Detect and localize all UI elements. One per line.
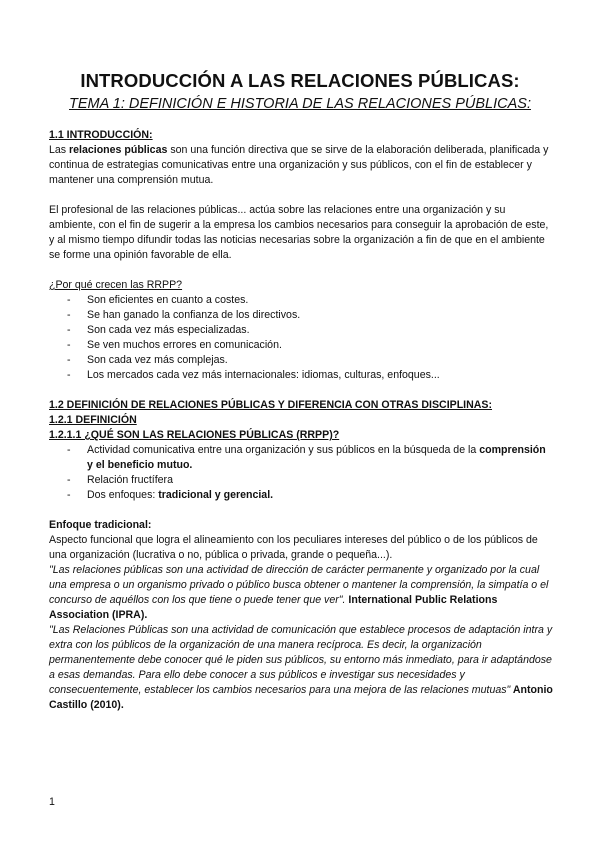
page-number: 1: [49, 796, 55, 808]
item1-text: Actividad comunicativa entre una organización y sus públicos en la búsqueda de la: [87, 444, 480, 456]
quote-castillo-text: "Las Relaciones Públicas son una actividad de comunicación que establece procesos de adaptación intra y extra con los públicos de la organización de una manera recíproca. Es decir, la organización permanentemente debe conocer qué le piden sus públicos, su entorno más inmediato, para ir adaptándose a esas demandas. Para ello debe conocer a sus públicos e investigar sus necesidades y consecuentemente, establecer los cambios necesarios para una mejora de las relaciones mutuas": [49, 624, 553, 696]
quote-ipra-text: "Las relaciones públicas son una actividad de dirección de carácter permanente y organizado por la cual una empresa o un organismo privado o público busca obtener o mantener la comprensión, la simpatía o el concurso de aquéllos con los que tiene o puede tener que ver".: [49, 564, 549, 606]
quote-castillo-source: Antonio Castillo (2010).: [49, 684, 553, 711]
document-title: INTRODUCCIÓN A LAS RELACIONES PÚBLICAS:: [80, 70, 520, 91]
intro-p1-post: son una función directiva que se sirve de la elaboración deliberada, planificada y continua de estrategias comunicativas entre una organización y sus públicos, con el fin de establecer y mantener una comprensión mutua.: [49, 144, 549, 186]
list-item: - Son cada vez más especializadas.: [67, 323, 554, 338]
item3-bold: tradicional y gerencial.: [158, 489, 274, 501]
section-heading-1-2-1: 1.2.1 DEFINICIÓN: [49, 414, 137, 426]
list-item: - Se ven muchos errores en comunicación.: [67, 338, 554, 353]
list-item: - Se han ganado la confianza de los directivos.: [67, 308, 554, 323]
list-item: [67, 443, 554, 473]
list-item: - Son cada vez más complejas.: [67, 353, 554, 368]
section-heading-1-2: 1.2 DEFINICIÓN DE RELACIONES PÚBLICAS Y DIFERENCIA CON OTRAS DISCIPLINAS:: [49, 399, 493, 411]
quote-castillo: [49, 623, 554, 713]
reasons-list: [49, 293, 554, 383]
intro-p1-bold: relaciones públicas: [69, 144, 168, 156]
list-item: [67, 488, 554, 503]
list-item: - Relación fructífera: [67, 473, 554, 488]
list-item: - Los mercados cada vez más internacionales: idiomas, culturas, enfoques...: [67, 368, 554, 383]
document-subtitle: TEMA 1: DEFINICIÓN E HISTORIA DE LAS RELACIONES PÚBLICAS:: [69, 96, 531, 112]
intro-paragraph-1: [49, 143, 554, 188]
document-body: [49, 128, 554, 713]
quote-ipra-source: International Public Relations Association (IPRA).: [49, 594, 498, 621]
rrpp-question: ¿Por qué crecen las RRPP?: [49, 279, 183, 291]
enfoque-description: Aspecto funcional que logra el alineamiento con los peculiares intereses del público o de los públicos de una organización (lucrativa o no, pública o privada, grande o pequeña...).: [49, 534, 538, 561]
quote-ipra: [49, 563, 554, 623]
intro-p1-pre: Las: [49, 144, 70, 156]
section-heading-1-2-1-1: 1.2.1.1 ¿QUÉ SON LAS RELACIONES PÚBLICAS (RRPP)?: [49, 429, 340, 441]
definition-list: [49, 443, 554, 503]
section-heading-1-1: 1.1 INTRODUCCIÓN:: [49, 129, 153, 141]
intro-paragraph-2: El profesional de las relaciones públicas... actúa sobre las relaciones entre una organización y su ambiente, con el fin de sugerir a la empresa los cambios necesarios para conseguir la aprobación de este, y al mismo tiempo difundir todas las noticias necesarias sobre la organización a fin de que en el ambiente se forme una opinión favorable de ella.: [49, 204, 549, 261]
enfoque-heading: Enfoque tradicional:: [49, 519, 152, 531]
item3-text: Dos enfoques:: [87, 489, 159, 501]
list-item: - Son eficientes en cuanto a costes.: [67, 293, 554, 308]
item1-bold: comprensión y el beneficio mutuo.: [87, 444, 546, 471]
